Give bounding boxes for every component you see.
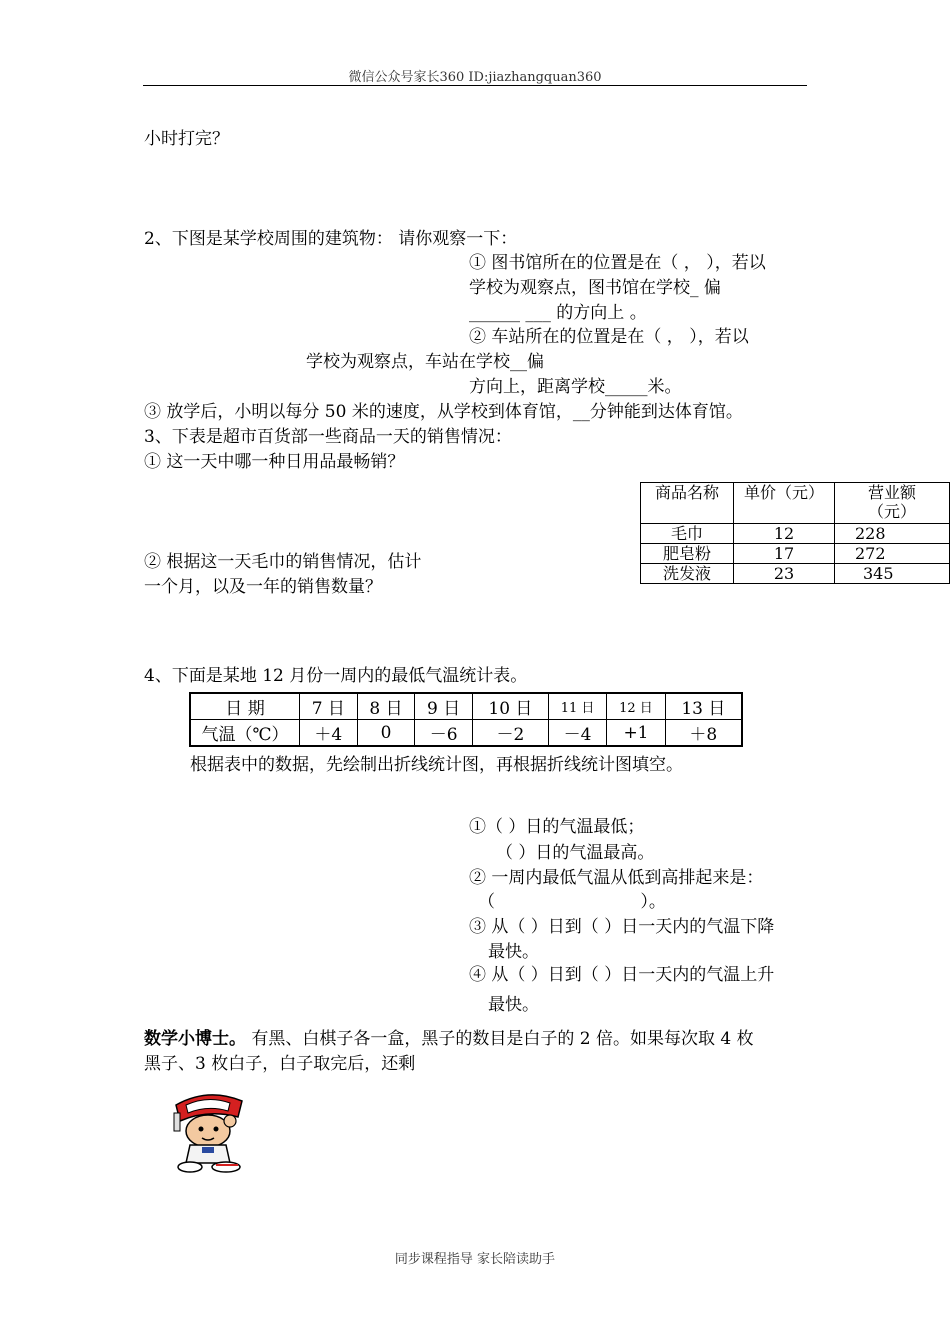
q4-answer-2: ② 一周内最低气温从低到高排起来是：: [469, 868, 764, 888]
q4-intro: 4、下面是某地 12 月份一周内的最低气温统计表。: [144, 666, 528, 686]
bonus-title: 数学小博士。: [144, 1029, 246, 1049]
scholar-boy-cartoon-icon: [168, 1085, 252, 1175]
q3-sub-2b: 一个月，以及一年的销售数量？: [144, 577, 382, 597]
q4-answer-2b: （ ）。: [478, 892, 666, 912]
bonus-line-2: 黑子、3 枚白子，白子取完后，还剩: [144, 1054, 416, 1074]
cell-goods-name: 肥皂粉: [641, 544, 734, 564]
temp-cell: 0: [357, 720, 415, 747]
q4-answer-3b: 最快。: [488, 942, 539, 962]
cell-revenue: 272: [835, 544, 950, 564]
bonus-line-1: [144, 1027, 754, 1051]
page-header: 微信公众号家长360 ID:jiazhangquan360: [348, 70, 602, 85]
q2-line-5: 学校为观察点，车站在学校__偏: [306, 352, 544, 372]
temp-cell: +1: [607, 720, 665, 747]
table-row: [190, 720, 742, 747]
goods-sales-table: [640, 482, 950, 584]
q2-intro: 2、下图是某学校周围的建筑物： 请你观察一下：: [144, 229, 518, 249]
q2-line-4: ② 车站所在的位置是在（ ， ），若以: [469, 327, 749, 347]
date-cell: 9 日: [415, 693, 473, 720]
cell-goods-name: 洗发液: [641, 564, 734, 584]
row-label-date: 日 期: [190, 693, 300, 720]
q4-answer-4b: 最快。: [488, 995, 539, 1015]
table-row: [190, 693, 742, 720]
temperature-table: [189, 692, 743, 747]
table-row: [641, 524, 950, 544]
q4-answer-1: ①（ ）日的气温最低；: [469, 817, 645, 837]
cell-price: 17: [734, 544, 835, 564]
temp-cell: －2: [472, 720, 548, 747]
q2-line-1: ① 图书馆所在的位置是在（ ， ），若以: [469, 253, 766, 273]
header-rule: [143, 85, 807, 86]
q4-answer-3: ③ 从（ ）日到（ ）日一天内的气温下降: [469, 917, 775, 937]
q2-line-3: ______ ___ 的方向上 。: [469, 303, 647, 323]
cell-revenue: 228: [835, 524, 950, 544]
cell-price: 23: [734, 564, 835, 584]
q3-intro: 3、下表是超市百货部一些商品一天的销售情况：: [144, 427, 512, 447]
header-cell-name: 商品名称: [641, 483, 734, 524]
temp-cell: ＋4: [300, 720, 358, 747]
q3-sub-2a: ② 根据这一天毛巾的销售情况，估计: [144, 552, 422, 572]
table-row: [641, 544, 950, 564]
q2-line-7: ③ 放学后，小明以每分 50 米的速度，从学校到体育馆，__分钟能到达体育馆。: [144, 402, 743, 422]
cell-goods-name: 毛巾: [641, 524, 734, 544]
cell-revenue: 345: [835, 564, 950, 584]
q2-line-2: 学校为观察点，图书馆在学校_ 偏: [469, 278, 721, 298]
header-revenue-line1: 营业额: [867, 483, 916, 502]
header-revenue-line2: （元）: [867, 502, 916, 521]
q4-answer-4: ④ 从（ ）日到（ ）日一天内的气温上升: [469, 965, 775, 985]
header-cell-revenue: [835, 483, 950, 524]
header-cell-price: 单价（元）: [734, 483, 835, 524]
table-row: [641, 483, 950, 524]
date-cell: 10 日: [472, 693, 548, 720]
temp-cell: －6: [415, 720, 473, 747]
q4-instruction: 根据表中的数据，先绘制出折线统计图，再根据折线统计图填空。: [190, 755, 683, 775]
page-footer: 同步课程指导 家长陪读助手: [394, 1252, 556, 1267]
date-cell: 11 日: [548, 693, 606, 720]
row-label-temp: 气温（℃）: [190, 720, 300, 747]
temp-cell: －4: [548, 720, 606, 747]
table-row: [641, 564, 950, 584]
temp-cell: ＋8: [665, 720, 742, 747]
date-cell: 7 日: [300, 693, 358, 720]
q1-tail-text: 小时打完？: [144, 129, 229, 149]
date-cell: 8 日: [357, 693, 415, 720]
q4-answer-1b: （ ）日的气温最高。: [496, 843, 655, 863]
date-cell: 12 日: [607, 693, 665, 720]
cell-price: 12: [734, 524, 835, 544]
bonus-text-1: 有黑、白棋子各一盒，黑子的数目是白子的 2 倍。如果每次取 4 枚: [246, 1029, 754, 1049]
q2-line-6: 方向上，距离学校_____米。: [469, 377, 682, 397]
q3-sub-1: ① 这一天中哪一种日用品最畅销？: [144, 452, 405, 472]
date-cell: 13 日: [665, 693, 742, 720]
